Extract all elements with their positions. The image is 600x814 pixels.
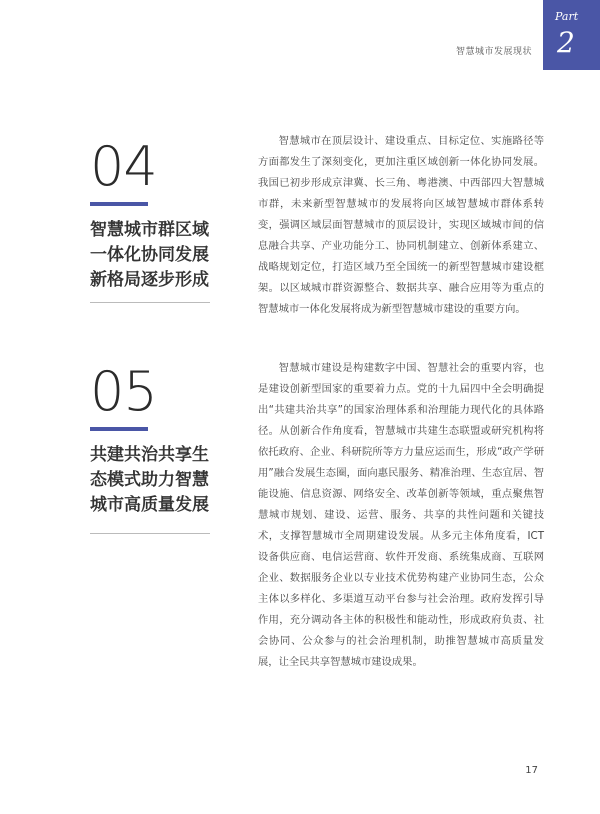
part-number: 2	[557, 26, 575, 59]
section-title: 智慧城市群区域一体化协同发展新格局逐步形成	[90, 220, 209, 290]
section-05-heading	[90, 360, 210, 518]
section-04-body: 智慧城市在顶层设计、建设重点、目标定位、实施路径等方面都发生了深刻变化，更加注重区域创新一体化协同发展。我国已初步形成京津冀、长三角、粤港澳、中西部四大智慧城市群，未来新型智慧城市的发展将向区域智慧城市群体系转变，强调区域层面智慧城市的顶层设计，实现区域城市间的信息融合共享、产业功能分工、协同机制建立、创新体系建立、战略规划定位，打造区域乃至全国统一的新型智慧城市建设框架。以区域城市群资源整合、数据共享、融合应用等为重点的智慧城市一体化发展将成为新型智慧城市建设的重要方向。	[258, 135, 544, 315]
section-accent-bar	[90, 427, 148, 431]
running-header-title: 智慧城市发展现状	[455, 47, 532, 57]
section-divider	[90, 533, 210, 534]
section-05-body: 智慧城市建设是构建数字中国、智慧社会的重要内容，也是建设创新型国家的重要着力点。党的十九届四中全会明确提出“共建共治共享”的国家治理体系和治理能力现代化的具体路径。从创新合作角度看，智慧城市共建生态联盟或研究机构将依托政府、企业、科研院所等方力量应运而生，形成“政产学研用”融合发展生态圈，面向惠民服务、精准治理、生态宜居、智能设施、信息资源、网络安全、改革创新等领域，重点聚焦智慧城市规划、建设、运营、服务、共享的共性问题和关键技术，支撑智慧城市全周期建设发展。从多元主体角度看，ICT 设备供应商、电信运营商、软件开发商、系统集成商、互联网企业、数据服务企业以专业技术优势构建产业协同生态，公众主体以多样化、多渠道互动平台参与社会治理。政府发挥引导作用，充分调动各主体的积极性和能动性，形成政府负责、社会协同、公众参与的社会治理机制，助推智慧城市高质量发展，让全民共享智慧城市建设成果。	[258, 362, 544, 668]
section-divider	[90, 302, 210, 303]
part-label: Part	[555, 10, 579, 23]
page-number: 17	[525, 765, 538, 776]
section-04-heading	[90, 135, 210, 293]
section-title: 共建共治共享生态模式助力智慧城市高质量发展	[90, 445, 209, 515]
section-accent-bar	[90, 202, 148, 206]
part-tab	[543, 0, 600, 70]
section-number: 05	[90, 360, 157, 423]
section-number: 04	[90, 135, 157, 198]
